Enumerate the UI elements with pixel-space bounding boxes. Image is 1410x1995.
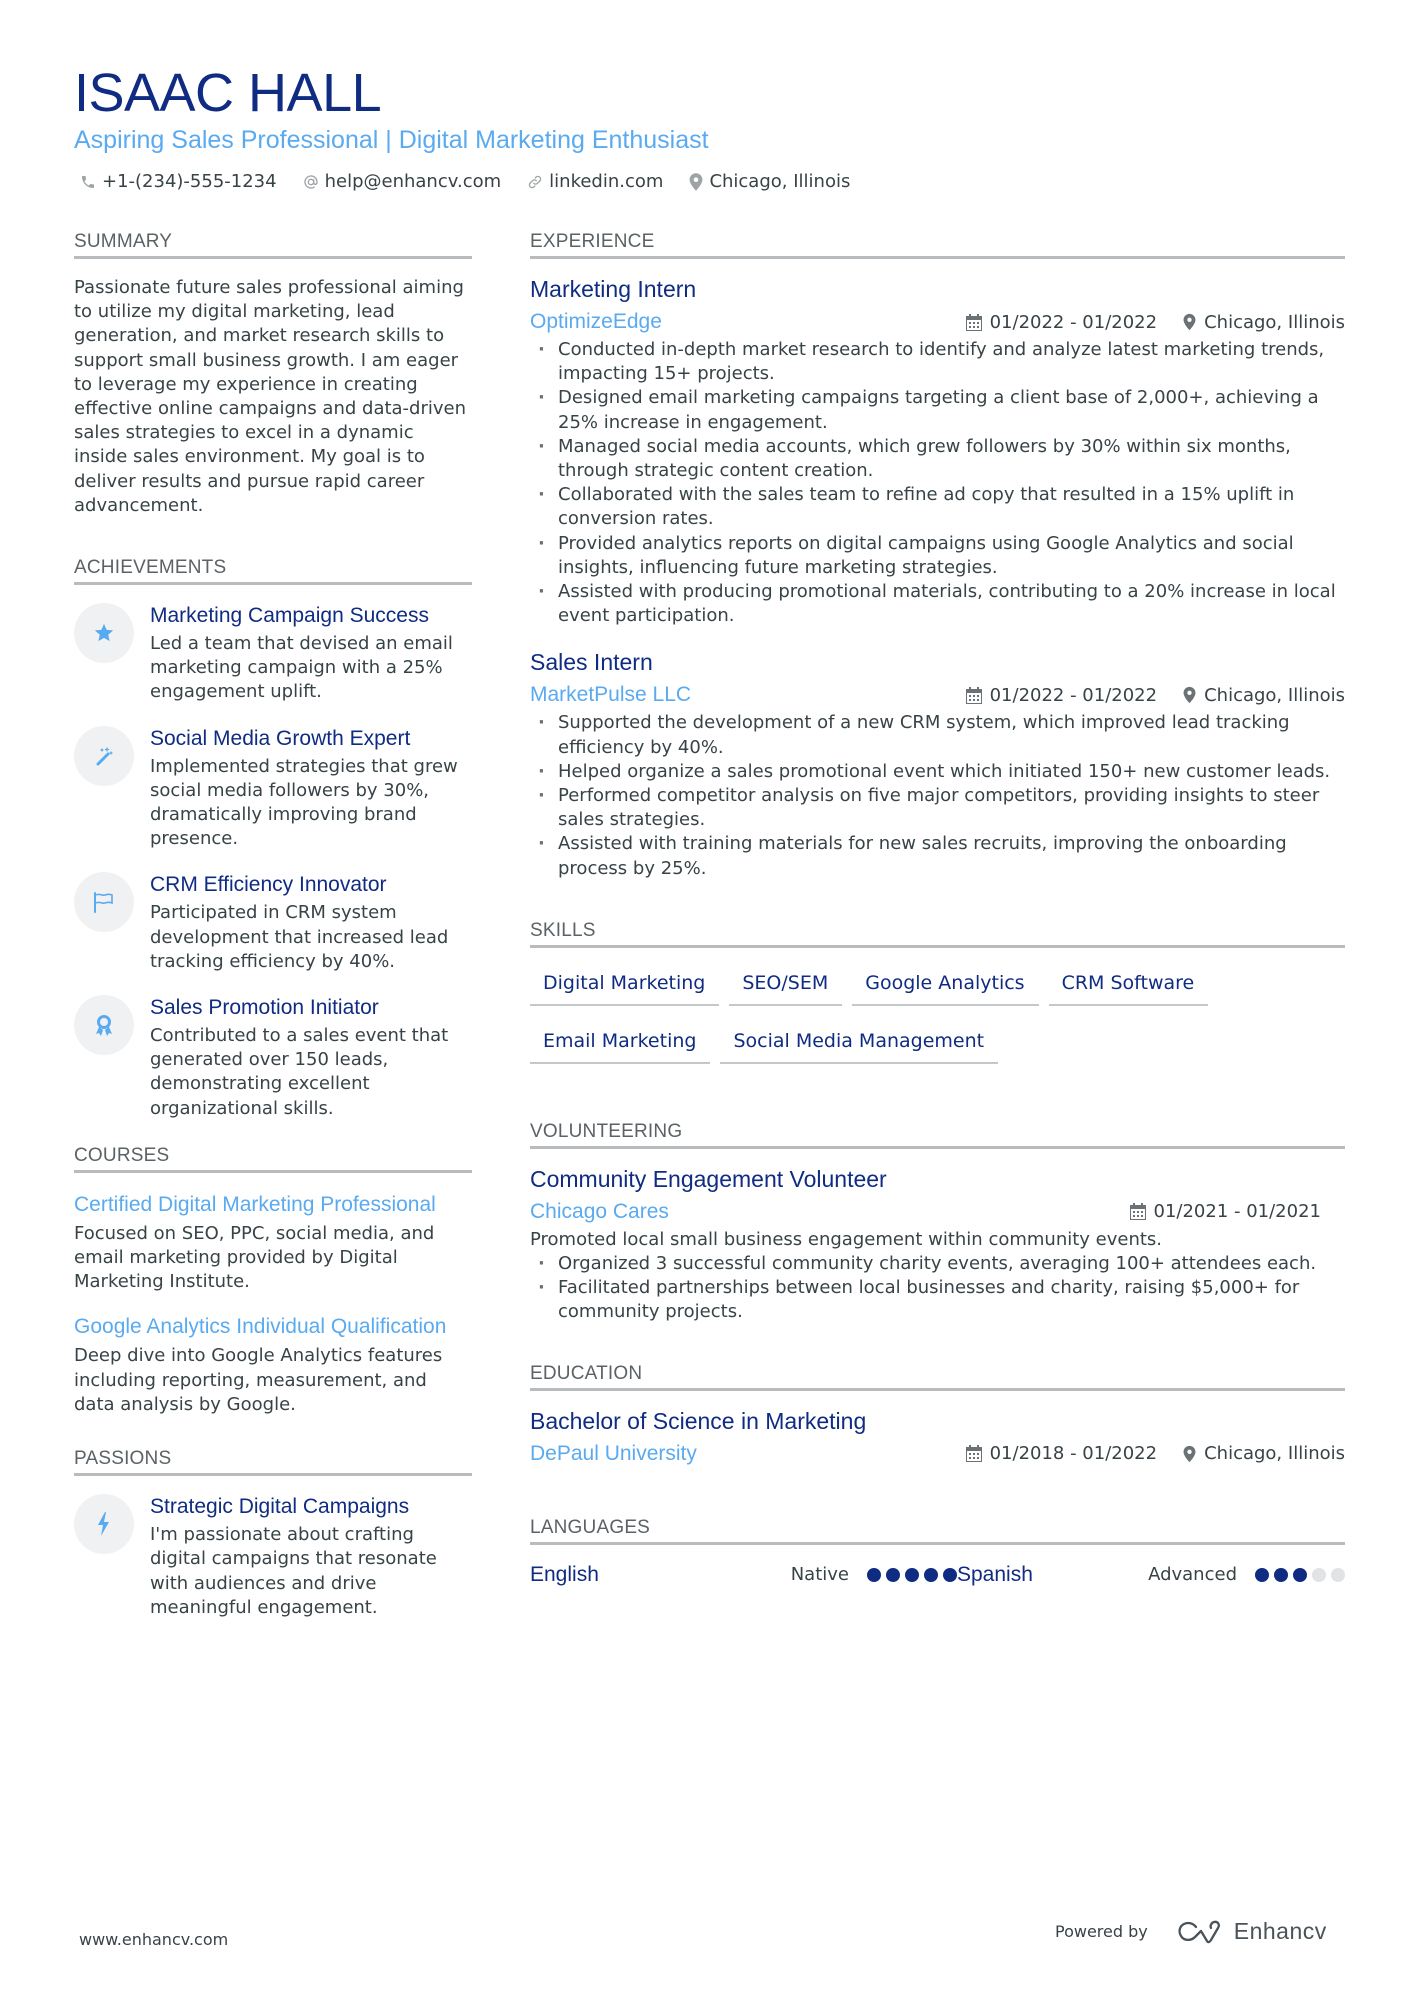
languages-section [530, 1516, 1345, 1587]
rating-dot-filled [886, 1568, 900, 1582]
achievement-description: Participated in CRM system development that increased lead tracking efficiency by 40%. [150, 902, 449, 972]
achievement-description: Contributed to a sales event that generated over 150 leads, demonstrating excellent organizational skills. [150, 1025, 449, 1119]
experience-item [530, 273, 1345, 628]
lightning-icon [74, 1494, 134, 1554]
company-name: MarketPulse LLC [530, 683, 692, 707]
rating-dot-empty [1312, 1568, 1326, 1582]
bullet-item: · Collaborated with the sales team to refine ad copy that resulted in a 15% uplift in conversion rates. [530, 483, 1345, 531]
skill-tag: SEO/SEM [729, 966, 842, 1006]
skill-tag: Social Media Management [720, 1024, 998, 1064]
bullet-item: · Helped organize a sales promotional event which initiated 150+ new customer leads. [530, 760, 1345, 784]
enhancv-logo-icon [1176, 1919, 1222, 1945]
rating-dot-filled [924, 1568, 938, 1582]
candidate-name: ISAAC HALL [74, 63, 382, 123]
language-item [957, 1563, 1345, 1587]
job-dates: 01/2022 - 01/2022 [989, 311, 1158, 333]
language-name: Spanish [957, 1562, 1033, 1586]
summary-section [74, 230, 472, 518]
rating-dot-filled [1293, 1568, 1307, 1582]
powered-by-label: Powered by [1055, 1922, 1148, 1941]
contact-row [80, 171, 850, 192]
rating-dot-filled [905, 1568, 919, 1582]
skill-tag: Email Marketing [530, 1024, 710, 1064]
achievements-section [74, 556, 472, 1121]
bullet-item: · Assisted with training materials for new sales recruits, improving the onboarding process by 25%. [530, 832, 1345, 880]
rating-dot-filled [943, 1568, 957, 1582]
passions-section [74, 1447, 472, 1620]
section-title-skills: SKILLS [530, 919, 1345, 948]
section-title-passions: PASSIONS [74, 1447, 472, 1476]
rating-dot-empty [1331, 1568, 1345, 1582]
bullet-item: · Performed competitor analysis on five major competitors, providing insights to steer sales strategies. [530, 784, 1345, 832]
school-name: DePaul University [530, 1441, 697, 1465]
calendar-icon [966, 687, 982, 704]
section-title-languages: LANGUAGES [530, 1516, 1345, 1545]
section-title-courses: COURSES [74, 1144, 472, 1173]
left-column [74, 230, 472, 1640]
courses-section [74, 1144, 472, 1417]
contact-email[interactable] [303, 171, 502, 192]
skills-section [530, 919, 1345, 1064]
achievement-item [74, 994, 472, 1121]
education-location: Chicago, Illinois [1204, 1443, 1345, 1465]
achievement-item [74, 725, 472, 852]
course-title: Certified Digital Marketing Professional [74, 1192, 436, 1216]
bullet-item: · Organized 3 successful community charity events, averaging 100+ attendees each. [530, 1252, 1345, 1276]
job-location: Chicago, Illinois [1204, 311, 1345, 333]
job-bullets [530, 338, 1345, 628]
course-title: Google Analytics Individual Qualification [74, 1315, 447, 1339]
job-title: Marketing Intern [530, 276, 697, 302]
volunteer-bullets [530, 1252, 1345, 1325]
skill-tag: CRM Software [1049, 966, 1209, 1006]
bullet-item: · Assisted with producing promotional materials, contributing to a 20% increase in local event participation. [530, 580, 1345, 628]
education-dates: 01/2018 - 01/2022 [989, 1443, 1158, 1465]
bullet-item: · Managed social media accounts, which grew followers by 30% within six months, through strategic content creation. [530, 435, 1345, 483]
section-title-education: EDUCATION [530, 1362, 1345, 1391]
volunteer-dates: 01/2021 - 01/2021 [1153, 1201, 1321, 1223]
section-title-summary: SUMMARY [74, 230, 472, 259]
achievement-description: Led a team that devised an email marketing campaign with a 25% engagement uplift. [150, 633, 453, 703]
job-title: Sales Intern [530, 649, 653, 676]
language-name: English [530, 1562, 599, 1586]
company-name: OptimizeEdge [530, 310, 662, 333]
bullet-item: · Designed email marketing campaigns targeting a client base of 2,000+, achieving a 25% increase in engagement. [530, 386, 1345, 434]
at-icon [303, 174, 319, 190]
candidate-headline: Aspiring Sales Professional | Digital Marketing Enthusiast [74, 126, 709, 154]
achievement-description: Implemented strategies that grew social media followers by 30%, dramatically improving brand presence. [150, 755, 458, 850]
job-location: Chicago, Illinois [1204, 684, 1345, 706]
bullet-item: · Conducted in-depth market research to identify and analyze latest marketing trends, impacting 15+ projects. [530, 338, 1345, 386]
volunteer-org: Chicago Cares [530, 1199, 669, 1223]
language-item [530, 1563, 957, 1587]
contact-location [689, 171, 850, 192]
volunteer-role: Community Engagement Volunteer [530, 1165, 887, 1192]
phone-text: +1-(234)-555-1234 [102, 171, 277, 192]
bullet-item: · Supported the development of a new CRM system, which improved lead tracking efficiency by 40%. [530, 711, 1345, 759]
bullet-item: · Facilitated partnerships between local businesses and charity, raising $5,000+ for community projects. [530, 1276, 1345, 1324]
language-rating [867, 1568, 957, 1582]
experience-item [530, 646, 1345, 880]
achievement-item [74, 602, 472, 705]
location-icon [1183, 1445, 1196, 1463]
section-title-experience: EXPERIENCE [530, 230, 1345, 259]
passion-title: Strategic Digital Campaigns [150, 1495, 410, 1519]
location-text: Chicago, Illinois [709, 171, 851, 192]
footer-website[interactable]: www.enhancv.com [79, 1930, 229, 1949]
right-column [530, 230, 1345, 1587]
language-level: Advanced [1148, 1564, 1237, 1586]
experience-section [530, 230, 1345, 881]
degree-title: Bachelor of Science in Marketing [530, 1407, 867, 1434]
skill-tag: Digital Marketing [530, 966, 719, 1006]
location-icon [1183, 686, 1196, 704]
section-title-achievements: ACHIEVEMENTS [74, 556, 472, 585]
education-item [530, 1405, 1345, 1468]
passion-description: I'm passionate about crafting digital campaigns that resonate with audiences and drive meaningful engagement. [150, 1524, 437, 1618]
location-icon [689, 173, 703, 191]
award-ribbon-icon [74, 995, 134, 1055]
volunteering-section [530, 1120, 1345, 1325]
flag-icon [74, 872, 134, 932]
job-dates: 01/2022 - 01/2022 [989, 684, 1158, 706]
course-description: Focused on SEO, PPC, social media, and email marketing provided by Digital Marketing Institute. [74, 1222, 435, 1293]
skill-tag: Google Analytics [852, 966, 1038, 1006]
achievement-title: Marketing Campaign Success [150, 604, 429, 628]
phone-icon [80, 174, 96, 190]
brand-name: Enhancv [1233, 1918, 1327, 1944]
language-level: Native [790, 1564, 849, 1586]
job-bullets [530, 711, 1345, 880]
section-title-volunteering: VOLUNTEERING [530, 1120, 1345, 1149]
rating-dot-filled [1274, 1568, 1288, 1582]
location-icon [1183, 313, 1196, 331]
passion-item [74, 1493, 472, 1620]
education-section [530, 1362, 1345, 1468]
contact-phone[interactable] [80, 171, 277, 192]
course-item [74, 1191, 472, 1295]
contact-linkedin[interactable] [527, 171, 663, 192]
star-icon [74, 603, 134, 663]
bullet-item: · Provided analytics reports on digital campaigns using Google Analytics and social insights, influencing future marketing strategies. [530, 532, 1345, 580]
achievement-title: Sales Promotion Initiator [150, 996, 379, 1020]
rating-dot-filled [867, 1568, 881, 1582]
rating-dot-filled [1255, 1568, 1269, 1582]
volunteer-item [530, 1163, 1345, 1325]
calendar-icon [1130, 1203, 1146, 1220]
volunteer-description: Promoted local small business engagement within community events. [530, 1228, 1163, 1250]
language-rating [1255, 1568, 1345, 1582]
achievement-title: CRM Efficiency Innovator [150, 873, 387, 897]
footer-branding [1055, 1918, 1327, 1945]
achievement-item [74, 871, 472, 974]
summary-text: Passionate future sales professional aiming to utilize my digital marketing, lead generation, and market research skills to support small business growth. I am eager to leverage my experience in creating effective online campaigns and data-driven sales strategies to excel in a dynamic inside sales environment. My goal is to deliver results and pursue rapid career advancement. [74, 277, 467, 516]
link-icon [527, 174, 543, 190]
course-item [74, 1313, 472, 1417]
linkedin-text: linkedin.com [549, 171, 664, 192]
calendar-icon [966, 1445, 982, 1462]
magic-wand-icon [74, 726, 134, 786]
email-text: help@enhancv.com [324, 171, 502, 192]
calendar-icon [966, 314, 982, 331]
achievement-title: Social Media Growth Expert [150, 726, 411, 750]
course-description: Deep dive into Google Analytics features including reporting, measurement, and data analysis by Google. [74, 1345, 443, 1415]
